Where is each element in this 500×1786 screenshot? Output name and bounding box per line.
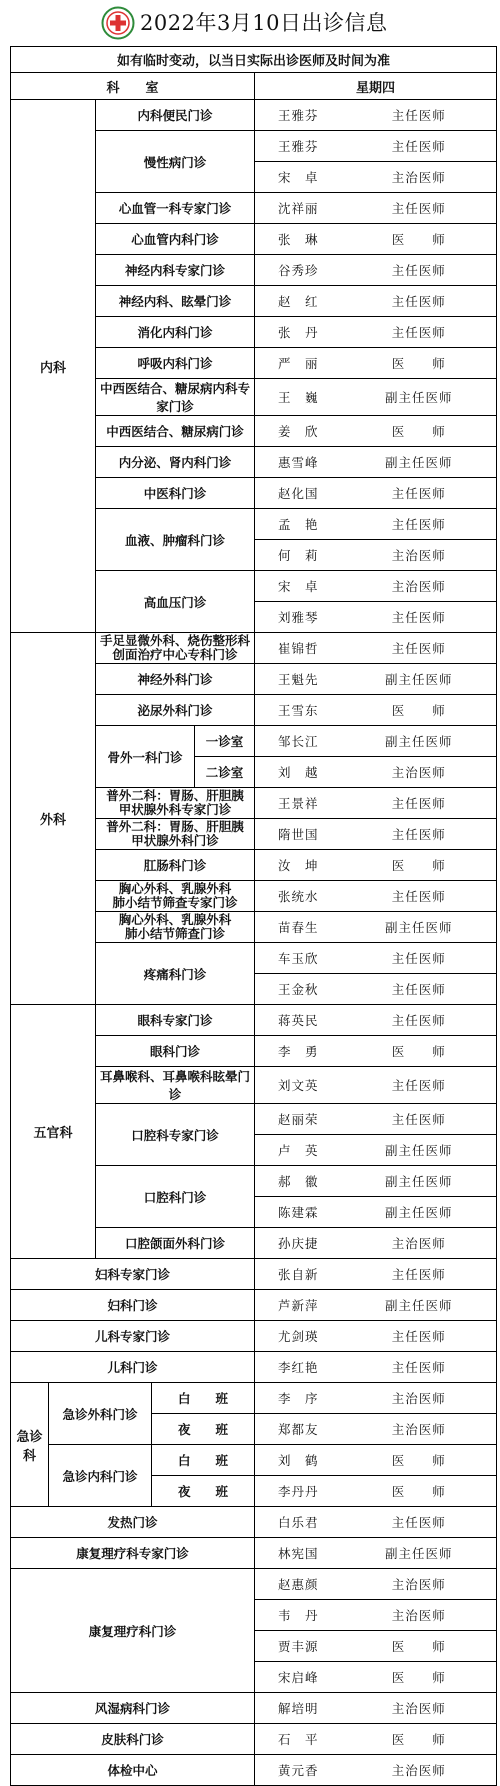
dept-line: 肺小结节筛查专家门诊 bbox=[112, 895, 238, 910]
doctor-title: 副主任医师 bbox=[342, 379, 497, 416]
dept-cell: 耳鼻喉科、耳鼻喉科眩晕门诊 bbox=[96, 1067, 255, 1104]
dept-cell: 眼科门诊 bbox=[96, 1036, 255, 1067]
dept-cell: 儿科专家门诊 bbox=[11, 1321, 255, 1352]
doctor-title: 主任医师 bbox=[342, 1104, 497, 1135]
dept-line: 甲状腺外科专家门诊 bbox=[118, 802, 232, 817]
doctor-name: 邹长江 bbox=[255, 726, 342, 757]
doctor-name: 芦新萍 bbox=[255, 1290, 342, 1321]
doctor-title: 医 师 bbox=[342, 416, 497, 447]
dept-cell: 内科便民门诊 bbox=[96, 100, 255, 131]
doctor-title: 主任医师 bbox=[342, 286, 497, 317]
page-title: 2022年3月10日出诊信息 bbox=[140, 11, 388, 35]
dept-cell bbox=[96, 912, 255, 943]
doctor-name: 赵 红 bbox=[255, 286, 342, 317]
dept-cell: 眼科专家门诊 bbox=[96, 1005, 255, 1036]
doctor-name: 汝 坤 bbox=[255, 850, 342, 881]
doctor-title: 主任医师 bbox=[342, 943, 497, 974]
doctor-name: 贾丰源 bbox=[255, 1631, 342, 1662]
doctor-name: 李 序 bbox=[255, 1383, 342, 1414]
doctor-title: 主任医师 bbox=[342, 633, 497, 664]
doctor-name: 王雪东 bbox=[255, 695, 342, 726]
table-row bbox=[11, 1321, 497, 1352]
doctor-name: 刘 鹤 bbox=[255, 1445, 342, 1476]
doctor-title: 主任医师 bbox=[342, 100, 497, 131]
doctor-title: 主任医师 bbox=[342, 974, 497, 1005]
doctor-name: 赵丽荣 bbox=[255, 1104, 342, 1135]
doctor-title: 主治医师 bbox=[342, 540, 497, 571]
doctor-title: 主任医师 bbox=[342, 509, 497, 540]
doctor-name: 王 巍 bbox=[255, 379, 342, 416]
table-row bbox=[11, 633, 497, 664]
doctor-title: 副主任医师 bbox=[342, 1197, 497, 1228]
doctor-name: 黄元香 bbox=[255, 1755, 342, 1786]
dept-cell: 康复理疗科专家门诊 bbox=[11, 1538, 255, 1569]
doctor-title: 副主任医师 bbox=[342, 664, 497, 695]
dept-cell: 神经外科门诊 bbox=[96, 664, 255, 695]
dept-cell: 血液、肿瘤科门诊 bbox=[96, 509, 255, 571]
doctor-title: 副主任医师 bbox=[342, 1538, 497, 1569]
dept-line: 创面治疗中心专科门诊 bbox=[112, 647, 238, 662]
doctor-title: 主治医师 bbox=[342, 1569, 497, 1600]
doctor-name: 宋启峰 bbox=[255, 1662, 342, 1693]
doctor-name: 尤剑瑛 bbox=[255, 1321, 342, 1352]
header-day: 星期四 bbox=[255, 73, 497, 100]
doctor-name: 陈建霖 bbox=[255, 1197, 342, 1228]
schedule-table bbox=[10, 46, 497, 1786]
dept-cell: 神经内科专家门诊 bbox=[96, 255, 255, 286]
doctor-name: 沈祥丽 bbox=[255, 193, 342, 224]
dept-cell: 肛肠科门诊 bbox=[96, 850, 255, 881]
doctor-name: 宋 卓 bbox=[255, 162, 342, 193]
dept-cell: 泌尿外科门诊 bbox=[96, 695, 255, 726]
doctor-title: 主任医师 bbox=[342, 1005, 497, 1036]
doctor-name: 张统水 bbox=[255, 881, 342, 912]
doctor-name: 林宪国 bbox=[255, 1538, 342, 1569]
doctor-title: 副主任医师 bbox=[342, 1135, 497, 1166]
doctor-title: 医 师 bbox=[342, 850, 497, 881]
dept-line: 普外二科：胃肠、肝胆胰 bbox=[106, 819, 244, 834]
room-cell: 二诊室 bbox=[195, 757, 255, 788]
dept-cell: 妇科专家门诊 bbox=[11, 1259, 255, 1290]
dept-line: 手足显微外科、烧伤整形科 bbox=[99, 633, 250, 648]
dept-line: 肺小结节筛查门诊 bbox=[124, 926, 225, 941]
table-row bbox=[11, 1755, 497, 1786]
dept-cell: 神经内科、眩晕门诊 bbox=[96, 286, 255, 317]
dept-cell bbox=[96, 881, 255, 912]
table-row bbox=[11, 1538, 497, 1569]
dept-cell: 皮肤科门诊 bbox=[11, 1724, 255, 1755]
table-row bbox=[11, 1724, 497, 1755]
header-row bbox=[11, 73, 497, 100]
doctor-title: 主任医师 bbox=[342, 602, 497, 633]
doctor-name: 姜 欣 bbox=[255, 416, 342, 447]
doctor-name: 苗春生 bbox=[255, 912, 342, 943]
doctor-name: 刘 越 bbox=[255, 757, 342, 788]
doctor-title: 医 师 bbox=[342, 1724, 497, 1755]
doctor-name: 石 平 bbox=[255, 1724, 342, 1755]
doctor-name: 王魁先 bbox=[255, 664, 342, 695]
doctor-name: 卢 英 bbox=[255, 1135, 342, 1166]
doctor-name: 解培明 bbox=[255, 1693, 342, 1724]
dept-cell: 儿科门诊 bbox=[11, 1352, 255, 1383]
doctor-name: 张 丹 bbox=[255, 317, 342, 348]
dept-cell: 慢性病门诊 bbox=[96, 131, 255, 193]
dept-cell: 呼吸内科门诊 bbox=[96, 348, 255, 379]
doctor-name: 王雅芬 bbox=[255, 131, 342, 162]
doctor-title: 主治医师 bbox=[342, 1755, 497, 1786]
doctor-name: 郑都友 bbox=[255, 1414, 342, 1445]
doctor-title: 主任医师 bbox=[342, 1507, 497, 1538]
dept-line: 胸心外科、乳腺外科 bbox=[118, 881, 232, 896]
doctor-name: 蒋英民 bbox=[255, 1005, 342, 1036]
notice-text: 如有临时变动，以当日实际出诊医师及时间为准 bbox=[11, 47, 497, 73]
doctor-name: 刘文英 bbox=[255, 1067, 342, 1104]
doctor-title: 医 师 bbox=[342, 1036, 497, 1067]
doctor-title: 主任医师 bbox=[342, 193, 497, 224]
doctor-name: 严 丽 bbox=[255, 348, 342, 379]
category-wuguan: 五官科 bbox=[11, 1005, 96, 1259]
doctor-name: 赵惠颜 bbox=[255, 1569, 342, 1600]
dept-cell: 妇科门诊 bbox=[11, 1290, 255, 1321]
dept-cell: 高血压门诊 bbox=[96, 571, 255, 633]
doctor-name: 王景祥 bbox=[255, 788, 342, 819]
doctor-name: 车玉欣 bbox=[255, 943, 342, 974]
doctor-title: 主治医师 bbox=[342, 571, 497, 602]
doctor-title: 医 师 bbox=[342, 1445, 497, 1476]
doctor-title: 主任医师 bbox=[342, 1321, 497, 1352]
dept-cell: 骨外一科门诊 bbox=[96, 726, 195, 788]
shift-cell: 夜 班 bbox=[152, 1414, 255, 1445]
notice-row bbox=[11, 47, 497, 73]
doctor-title: 副主任医师 bbox=[342, 1290, 497, 1321]
doctor-name: 隋世国 bbox=[255, 819, 342, 850]
dept-cell: 风湿病科门诊 bbox=[11, 1693, 255, 1724]
doctor-title: 主任医师 bbox=[342, 819, 497, 850]
doctor-name: 孟 艳 bbox=[255, 509, 342, 540]
doctor-title: 主治医师 bbox=[342, 757, 497, 788]
doctor-title: 副主任医师 bbox=[342, 447, 497, 478]
dept-cell bbox=[96, 788, 255, 819]
doctor-name: 赵化国 bbox=[255, 478, 342, 509]
dept-cell bbox=[96, 819, 255, 850]
doctor-title: 副主任医师 bbox=[342, 912, 497, 943]
doctor-title: 主任医师 bbox=[342, 1352, 497, 1383]
doctor-name: 李丹丹 bbox=[255, 1476, 342, 1507]
page-header bbox=[0, 0, 500, 46]
category-waike: 外科 bbox=[11, 633, 96, 1005]
doctor-title: 主治医师 bbox=[342, 1693, 497, 1724]
category-neike: 内科 bbox=[11, 100, 96, 633]
doctor-title: 主任医师 bbox=[342, 255, 497, 286]
doctor-name: 白乐君 bbox=[255, 1507, 342, 1538]
dept-cell: 体检中心 bbox=[11, 1755, 255, 1786]
dept-cell: 口腔科门诊 bbox=[96, 1166, 255, 1228]
doctor-title: 副主任医师 bbox=[342, 726, 497, 757]
shift-cell: 白 班 bbox=[152, 1445, 255, 1476]
dept-cell bbox=[96, 633, 255, 664]
dept-cell: 内分泌、肾内科门诊 bbox=[96, 447, 255, 478]
doctor-name: 王雅芬 bbox=[255, 100, 342, 131]
doctor-title: 副主任医师 bbox=[342, 1166, 497, 1197]
doctor-title: 医 师 bbox=[342, 695, 497, 726]
table-row bbox=[11, 1352, 497, 1383]
doctor-name: 孙庆捷 bbox=[255, 1228, 342, 1259]
doctor-name: 惠雪峰 bbox=[255, 447, 342, 478]
doctor-title: 医 师 bbox=[342, 1631, 497, 1662]
doctor-title: 主治医师 bbox=[342, 1228, 497, 1259]
doctor-title: 医 师 bbox=[342, 1476, 497, 1507]
dept-cell: 口腔颌面外科门诊 bbox=[96, 1228, 255, 1259]
doctor-name: 李 勇 bbox=[255, 1036, 342, 1067]
dept-line: 甲状腺外科门诊 bbox=[131, 833, 219, 848]
hospital-logo-icon bbox=[101, 6, 135, 40]
doctor-name: 宋 卓 bbox=[255, 571, 342, 602]
doctor-title: 主任医师 bbox=[342, 1067, 497, 1104]
doctor-title: 主任医师 bbox=[342, 788, 497, 819]
doctor-name: 郝 徽 bbox=[255, 1166, 342, 1197]
doctor-title: 医 师 bbox=[342, 1662, 497, 1693]
doctor-title: 主治医师 bbox=[342, 1600, 497, 1631]
doctor-title: 主任医师 bbox=[342, 1259, 497, 1290]
dept-cell: 消化内科门诊 bbox=[96, 317, 255, 348]
table-row bbox=[11, 1259, 497, 1290]
doctor-title: 主治医师 bbox=[342, 1383, 497, 1414]
dept-cell: 心血管内科门诊 bbox=[96, 224, 255, 255]
shift-cell: 夜 班 bbox=[152, 1476, 255, 1507]
dept-cell: 中西医结合、糖尿病门诊 bbox=[96, 416, 255, 447]
doctor-title: 主任医师 bbox=[342, 131, 497, 162]
doctor-name: 张自新 bbox=[255, 1259, 342, 1290]
table-row bbox=[11, 1507, 497, 1538]
table-row bbox=[11, 1383, 497, 1414]
dept-cell: 急诊内科门诊 bbox=[49, 1445, 152, 1507]
dept-line: 胸心外科、乳腺外科 bbox=[118, 912, 232, 927]
doctor-title: 主任医师 bbox=[342, 881, 497, 912]
dept-cell: 中医科门诊 bbox=[96, 478, 255, 509]
table-row bbox=[11, 1290, 497, 1321]
doctor-name: 何 莉 bbox=[255, 540, 342, 571]
doctor-title: 医 师 bbox=[342, 224, 497, 255]
dept-cell: 疼痛科门诊 bbox=[96, 943, 255, 1005]
category-jizhen: 急诊科 bbox=[11, 1383, 49, 1507]
table-row bbox=[11, 100, 497, 131]
header-dept: 科 室 bbox=[11, 73, 255, 100]
room-cell: 一诊室 bbox=[195, 726, 255, 757]
table-row bbox=[11, 1693, 497, 1724]
shift-cell: 白 班 bbox=[152, 1383, 255, 1414]
dept-cell: 口腔科专家门诊 bbox=[96, 1104, 255, 1166]
doctor-name: 刘雅琴 bbox=[255, 602, 342, 633]
doctor-name: 李红艳 bbox=[255, 1352, 342, 1383]
doctor-title: 主治医师 bbox=[342, 162, 497, 193]
doctor-name: 韦 丹 bbox=[255, 1600, 342, 1631]
doctor-name: 谷秀珍 bbox=[255, 255, 342, 286]
doctor-title: 医 师 bbox=[342, 348, 497, 379]
dept-cell: 中西医结合、糖尿病内科专家门诊 bbox=[96, 379, 255, 416]
table-row bbox=[11, 1569, 497, 1600]
dept-line: 普外二科：胃肠、肝胆胰 bbox=[106, 788, 244, 803]
dept-cell: 急诊外科门诊 bbox=[49, 1383, 152, 1445]
dept-cell: 发热门诊 bbox=[11, 1507, 255, 1538]
doctor-title: 主任医师 bbox=[342, 317, 497, 348]
doctor-name: 崔锦哲 bbox=[255, 633, 342, 664]
table-row bbox=[11, 1445, 497, 1476]
doctor-title: 主治医师 bbox=[342, 1414, 497, 1445]
doctor-title: 主任医师 bbox=[342, 478, 497, 509]
table-row bbox=[11, 1005, 497, 1036]
dept-cell: 心血管一科专家门诊 bbox=[96, 193, 255, 224]
doctor-name: 王金秋 bbox=[255, 974, 342, 1005]
doctor-name: 张 琳 bbox=[255, 224, 342, 255]
dept-cell: 康复理疗科门诊 bbox=[11, 1569, 255, 1693]
